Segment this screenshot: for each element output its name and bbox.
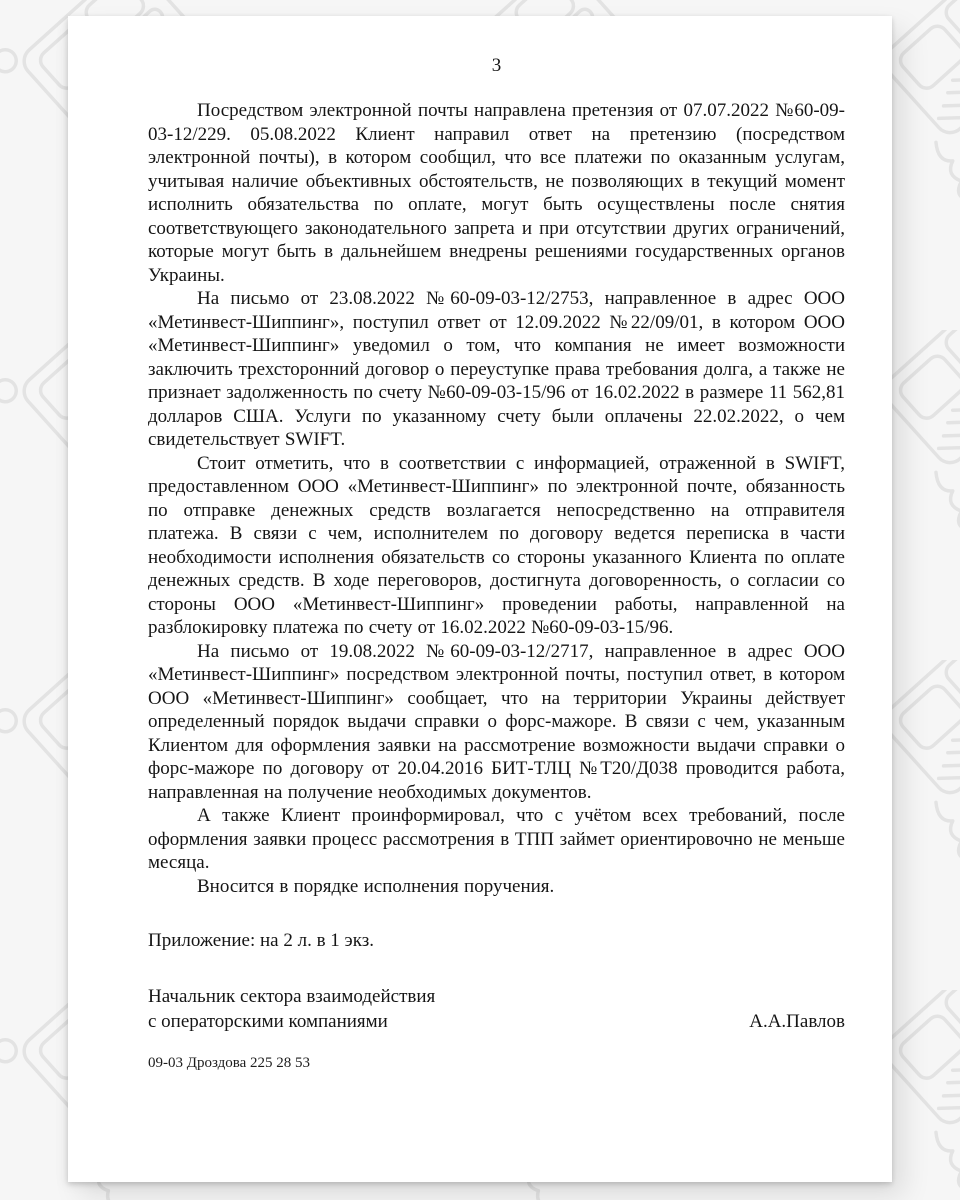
signer-title-line-1: Начальник сектора взаимодействия xyxy=(148,985,436,1007)
signature-block xyxy=(148,984,845,1034)
paragraph: На письмо от 19.08.2022 №60-09-03-12/2717, направленное в адрес ООО «Метинвест-Шиппинг» посредством электронной почты, поступил ответ, в котором ООО «Метинвест-Шиппинг» сообщает, что на территории Украины действует определенный порядок выдачи справки о форс-мажоре. В связи с чем, указанным Клиентом для оформления заявки на рассмотрение возможности выдачи справки о форс-мажоре по договору от 20.04.2016 БИТ-ТЛЦ №Т20/Д038 проводится работа, направленная на получение необходимых документов. xyxy=(148,640,845,803)
paragraph: На письмо от 23.08.2022 №60-09-03-12/2753, направленное в адрес ООО «Метинвест-Шиппинг», поступил ответ от 12.09.2022 №22/09/01, в котором ООО «Метинвест-Шиппинг» уведомил о том, что компания не имеет возможности заключить трехсторонний договор о переуступке права требования долга, а также не признает задолженность по счету №60-09-03-15/96 от 16.02.2022 в размере 11 562,81 долларов США. Услуги по указанному счету были оплачены 22.02.2022, о чем свидетельствует SWIFT. xyxy=(148,288,845,450)
signer-title-line-2: с операторскими компаниями xyxy=(148,1010,388,1032)
paragraph: Стоит отметить, что в соответствии с информацией, отраженной в SWIFT, предоставленном ООО «Метинвест-Шиппинг» по электронной почте, обязанность по отправке денежных средств возлагается непосредственно на отправителя платежа. В связи с чем, исполнителем по договору ведется переписка в части необходимости исполнения обязательств со стороны указанного Клиента по оплате денежных средств. В ходе переговоров, достигнута договоренность, о согласии со стороны ООО «Метинвест-Шиппинг» проведении работы, направленной на разблокировку платежа по счету от 16.02.2022 №60-09-03-15/96. xyxy=(148,452,845,638)
document-body xyxy=(148,99,845,898)
document-page xyxy=(68,16,892,1182)
signer-title xyxy=(148,984,435,1034)
paragraph: А также Клиент проинформировал, что с учётом всех требований, после оформления заявки процесс рассмотрения в ТПП займет ориентировочно не меньше месяца. xyxy=(148,805,845,873)
attachment-line: Приложение: на 2 л. в 1 экз. xyxy=(148,930,374,951)
signer-name: А.А.Павлов xyxy=(749,1010,845,1032)
executor-reference: 09-03 Дроздова 225 28 53 xyxy=(148,1054,311,1071)
paragraph: Посредством электронной почты направлена претензия от 07.07.2022 №60-09-03-12/229. 05.08.2022 Клиент направил ответ на претензию (посредством электронной почты), в котором сообщил, что все платежи по оказанным услугам, учитывая наличие объективных обстоятельств, не позволяющих в текущий момент исполнить обязательства по оплате, могут быть осуществлены после снятия соответствующего законодательного запрета и при отсутствии других ограничений, которые могут быть в дальнейшем внедрены решениями государственных органов Украины. xyxy=(148,100,845,286)
paragraph: Вносится в порядке исполнения поручения. xyxy=(197,875,555,897)
page-number: 3 xyxy=(491,55,502,76)
